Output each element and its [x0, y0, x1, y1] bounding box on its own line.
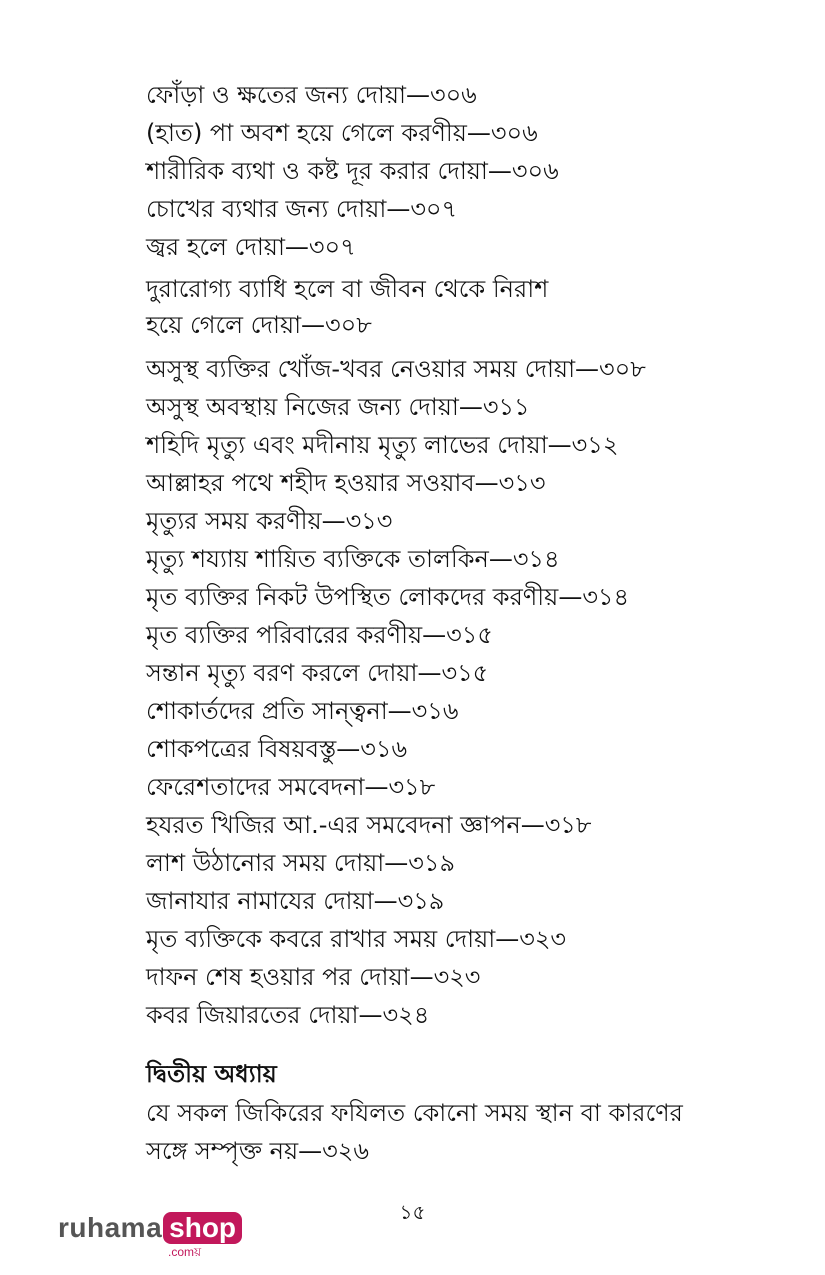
toc-entry: মৃত ব্যক্তিকে কবরে রাখার সময় দোয়া—৩২৩ — [146, 925, 567, 953]
logo-shop-badge: shop — [163, 1212, 242, 1244]
toc-entry: কবর জিয়ারতের দোয়া—৩২৪ — [146, 1001, 430, 1029]
toc-entry: শহিদি মৃত্যু এবং মদীনায় মৃত্যু লাভের দোয়া—৩১২ — [146, 431, 619, 459]
toc-entry: সন্তান মৃত্যু বরণ করলে দোয়া—৩১৫ — [146, 659, 489, 687]
toc-entry: জানাযার নামাযের দোয়া—৩১৯ — [146, 887, 445, 915]
toc-entry: অসুস্থ অবস্থায় নিজের জন্য দোয়া—৩১১ — [146, 393, 530, 421]
toc-entry: শারীরিক ব্যথা ও কষ্ট দূর করার দোয়া—৩০৬ — [146, 157, 559, 185]
table-of-contents — [146, 76, 766, 1170]
toc-entry: অসুস্থ ব্যক্তির খোঁজ-খবর নেওয়ার সময় দোয়া—৩০৮ — [146, 355, 646, 383]
toc-entry-multiline-part1: দুরারোগ্য ব্যাধি হলে বা জীবন থেকে নিরাশ — [146, 275, 549, 303]
toc-entry: ফেরেশতাদের সমবেদনা—৩১৮ — [146, 773, 436, 801]
toc-entry: শোকপত্রের বিষয়বস্তু—৩১৬ — [146, 735, 408, 763]
toc-entry: শোকার্তদের প্রতি সান্ত্বনা—৩১৬ — [146, 697, 459, 725]
toc-entry: মৃত্যু শয্যায় শায়িত ব্যক্তিকে তালকিন—৩১৪ — [146, 545, 560, 573]
toc-entry-multiline-part1: যে সকল জিকিরের ফযিলত কোনো সময় স্থান বা কারণের — [146, 1099, 683, 1127]
section-heading: দ্বিতীয় অধ্যায় — [146, 1060, 277, 1088]
toc-entry: আল্লাহর পথে শহীদ হওয়ার সওয়াব—৩১৩ — [146, 469, 546, 497]
toc-entry: দাফন শেষ হওয়ার পর দোয়া—৩২৩ — [146, 963, 481, 991]
logo-brand: ruhama — [58, 1212, 163, 1243]
toc-entry: হযরত খিজির আ.-এর সমবেদনা জ্ঞাপন—৩১৮ — [146, 811, 592, 839]
page-number: ১৫ — [399, 1200, 426, 1224]
toc-entry: চোখের ব্যথার জন্য দোয়া—৩০৭ — [146, 195, 458, 223]
toc-entry: (হাত) পা অবশ হয়ে গেলে করণীয়—৩০৬ — [146, 119, 538, 147]
toc-entry: মৃত ব্যক্তির পরিবারের করণীয়—৩১৫ — [146, 621, 493, 649]
toc-entry-multiline-part2: সঙ্গে সম্পৃক্ত নয়—৩২৬ — [146, 1137, 369, 1165]
toc-entry: মৃত ব্যক্তির নিকট উপস্থিত লোকদের করণীয়—৩১৪ — [146, 583, 630, 611]
toc-entry: মৃত্যুর সময় করণীয়—৩১৩ — [146, 507, 393, 535]
toc-entry-multiline-part2: হয়ে গেলে দোয়া—৩০৮ — [146, 311, 372, 339]
logo-domain: .comয় — [168, 1245, 202, 1259]
toc-entry: জ্বর হলে দোয়া—৩০৭ — [146, 233, 356, 261]
toc-entry: ফোঁড়া ও ক্ষতের জন্য দোয়া—৩০৬ — [146, 81, 477, 109]
watermark-logo — [58, 1212, 242, 1262]
toc-entry: লাশ উঠানোর সময় দোয়া—৩১৯ — [146, 849, 456, 877]
